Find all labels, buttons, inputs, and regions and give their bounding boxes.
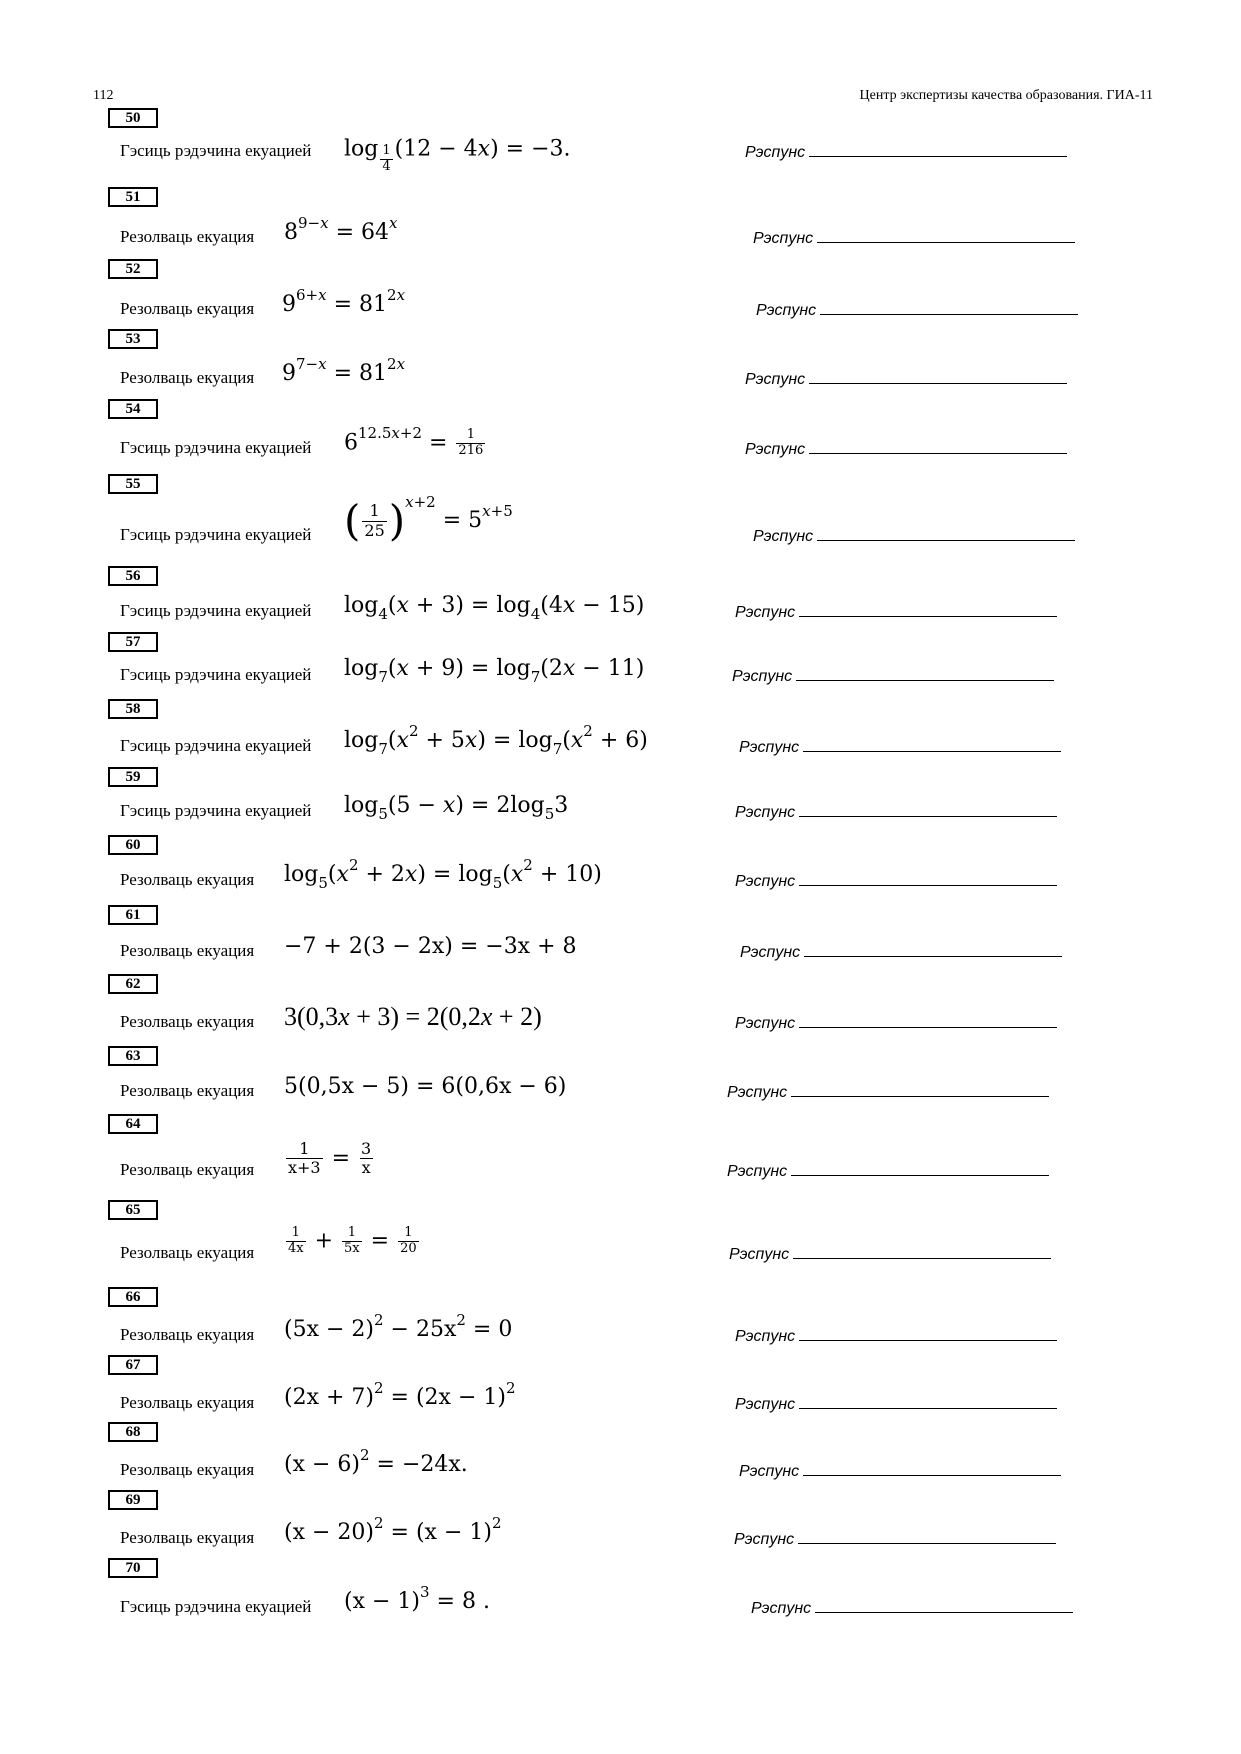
- problem-label-68: Резолваць екуация: [120, 1460, 255, 1479]
- problem-number-60: 60: [108, 835, 158, 855]
- problem-label-50: Гэсиць рэдэчина екуацией: [120, 141, 312, 160]
- equation-65: $\frac{1}{4x}$ + $\frac{1}{5x}$ = $\frac{1}{20}$: [288, 1225, 417, 1256]
- problem-label-56: Гэсиць рэдэчина екуацией: [120, 601, 312, 620]
- answer-field-59[interactable]: Рэспунс: [735, 801, 1057, 822]
- equation-63: 5(0,5x − 5) = 6(0,6x − 6): [284, 1074, 567, 1099]
- answer-field-67[interactable]: Рэспунс: [735, 1393, 1057, 1414]
- page-header-title: Центр экспертизы качества образования. ГИА-11: [859, 88, 1153, 103]
- answer-field-52[interactable]: Рэспунс: [756, 299, 1078, 320]
- equation-54: $6^{12.5x+2}$ = $\frac{1}{216}$: [344, 424, 484, 458]
- problem-number-55: 55: [108, 474, 158, 494]
- problem-number-57: 57: [108, 632, 158, 652]
- problem-number-50: 50: [108, 108, 158, 128]
- problem-label-63: Резолваць екуация: [120, 1081, 255, 1100]
- equation-55: ( $\frac{1}{25}$ )$^{x+2} = 5^{x+5}$: [344, 493, 513, 545]
- problem-number-64: 64: [108, 1114, 158, 1134]
- problem-number-52: 52: [108, 259, 158, 279]
- problem-label-55: Гэсиць рэдэчина екуацией: [120, 525, 312, 544]
- problem-label-65: Резолваць екуация: [120, 1243, 255, 1262]
- equation-62: 3(0,3x + 3) = 2(0,2x + 2): [284, 1002, 542, 1031]
- answer-field-61[interactable]: Рэспунс: [740, 941, 1062, 962]
- problem-number-54: 54: [108, 399, 158, 419]
- problem-number-56: 56: [108, 566, 158, 586]
- answer-field-64[interactable]: Рэспунс: [727, 1160, 1049, 1181]
- problem-number-53: 53: [108, 329, 158, 349]
- answer-field-50[interactable]: Рэспунс: [745, 141, 1067, 162]
- equation-57: $\log_7(x + 9) = \log_7(2x - 11)$: [344, 656, 645, 686]
- equation-50: log $\frac{1}{4}$ (12 − 4x) = −3.: [344, 136, 571, 174]
- equation-70: $(x - 1)^3 = 8$ .: [344, 1583, 490, 1614]
- equation-53: $9^{7-x} = 81^{2x}$: [282, 355, 406, 386]
- problem-label-67: Резолваць екуация: [120, 1393, 255, 1412]
- problem-label-54: Гэсиць рэдэчина екуацией: [120, 438, 312, 457]
- problem-number-65: 65: [108, 1200, 158, 1220]
- equation-52: $9^{6+x} = 81^{2x}$: [282, 286, 406, 317]
- equation-64: $\frac{1}{x+3}$ = $\frac{3}{x}$: [288, 1139, 372, 1178]
- answer-field-65[interactable]: Рэспунс: [729, 1243, 1051, 1264]
- answer-field-70[interactable]: Рэспунс: [751, 1597, 1073, 1618]
- problem-label-51: Резолваць екуация: [120, 227, 255, 246]
- problem-number-61: 61: [108, 905, 158, 925]
- problem-label-52: Резолваць екуация: [120, 299, 255, 318]
- problem-label-53: Резолваць екуация: [120, 368, 255, 387]
- problem-label-59: Гэсиць рэдэчина екуацией: [120, 801, 312, 820]
- equation-68: $(x - 6)^2 = -24x$.: [284, 1446, 468, 1477]
- page-number: 112: [93, 88, 114, 103]
- equation-59: $\log_5(5 - x) = 2\log_53$: [344, 793, 569, 823]
- problem-number-67: 67: [108, 1355, 158, 1375]
- answer-field-66[interactable]: Рэспунс: [735, 1325, 1057, 1346]
- answer-field-54[interactable]: Рэспунс: [745, 438, 1067, 459]
- problem-number-58: 58: [108, 699, 158, 719]
- problem-number-68: 68: [108, 1422, 158, 1442]
- problem-number-63: 63: [108, 1046, 158, 1066]
- answer-field-51[interactable]: Рэспунс: [753, 227, 1075, 248]
- answer-field-60[interactable]: Рэспунс: [735, 870, 1057, 891]
- problem-label-66: Резолваць екуация: [120, 1325, 255, 1344]
- answer-field-62[interactable]: Рэспунс: [735, 1012, 1057, 1033]
- problem-label-70: Гэсиць рэдэчина екуацией: [120, 1597, 312, 1616]
- equation-69: $(x - 20)^2 = (x - 1)^2$: [284, 1514, 502, 1545]
- problem-label-60: Резолваць екуация: [120, 870, 255, 889]
- equation-51: $8^{9-x} = 64^x$: [284, 214, 398, 245]
- answer-field-53[interactable]: Рэспунс: [745, 368, 1067, 389]
- answer-field-55[interactable]: Рэспунс: [753, 525, 1075, 546]
- problem-label-61: Резолваць екуация: [120, 941, 255, 960]
- answer-field-56[interactable]: Рэспунс: [735, 601, 1057, 622]
- equation-61: −7 + 2(3 − 2x) = −3x + 8: [284, 934, 577, 959]
- problem-number-66: 66: [108, 1287, 158, 1307]
- answer-field-69[interactable]: Рэспунс: [734, 1528, 1056, 1549]
- answer-field-57[interactable]: Рэспунс: [732, 665, 1054, 686]
- equation-56: $\log_4(x + 3) = \log_4(4x - 15)$: [344, 593, 645, 623]
- problem-number-51: 51: [108, 187, 158, 207]
- problem-number-62: 62: [108, 974, 158, 994]
- answer-field-58[interactable]: Рэспунс: [739, 736, 1061, 757]
- answer-field-68[interactable]: Рэспунс: [739, 1460, 1061, 1481]
- problem-label-64: Резолваць екуация: [120, 1160, 255, 1179]
- equation-58: $\log_7(x^2 + 5x) = \log_7(x^2 + 6)$: [344, 722, 648, 758]
- equation-66: $(5x - 2)^2 - 25x^2 = 0$: [284, 1311, 513, 1342]
- equation-60: $\log_5(x^2 + 2x) = \log_5(x^2 + 10)$: [284, 856, 602, 892]
- problem-number-69: 69: [108, 1490, 158, 1510]
- problem-number-59: 59: [108, 767, 158, 787]
- equation-67: $(2x + 7)^2 = (2x - 1)^2$: [284, 1379, 516, 1410]
- answer-field-63[interactable]: Рэспунс: [727, 1081, 1049, 1102]
- problem-label-62: Резолваць екуация: [120, 1012, 255, 1031]
- problem-number-70: 70: [108, 1558, 158, 1578]
- problem-label-57: Гэсиць рэдэчина екуацией: [120, 665, 312, 684]
- problem-label-58: Гэсиць рэдэчина екуацией: [120, 736, 312, 755]
- problem-label-69: Резолваць екуация: [120, 1528, 255, 1547]
